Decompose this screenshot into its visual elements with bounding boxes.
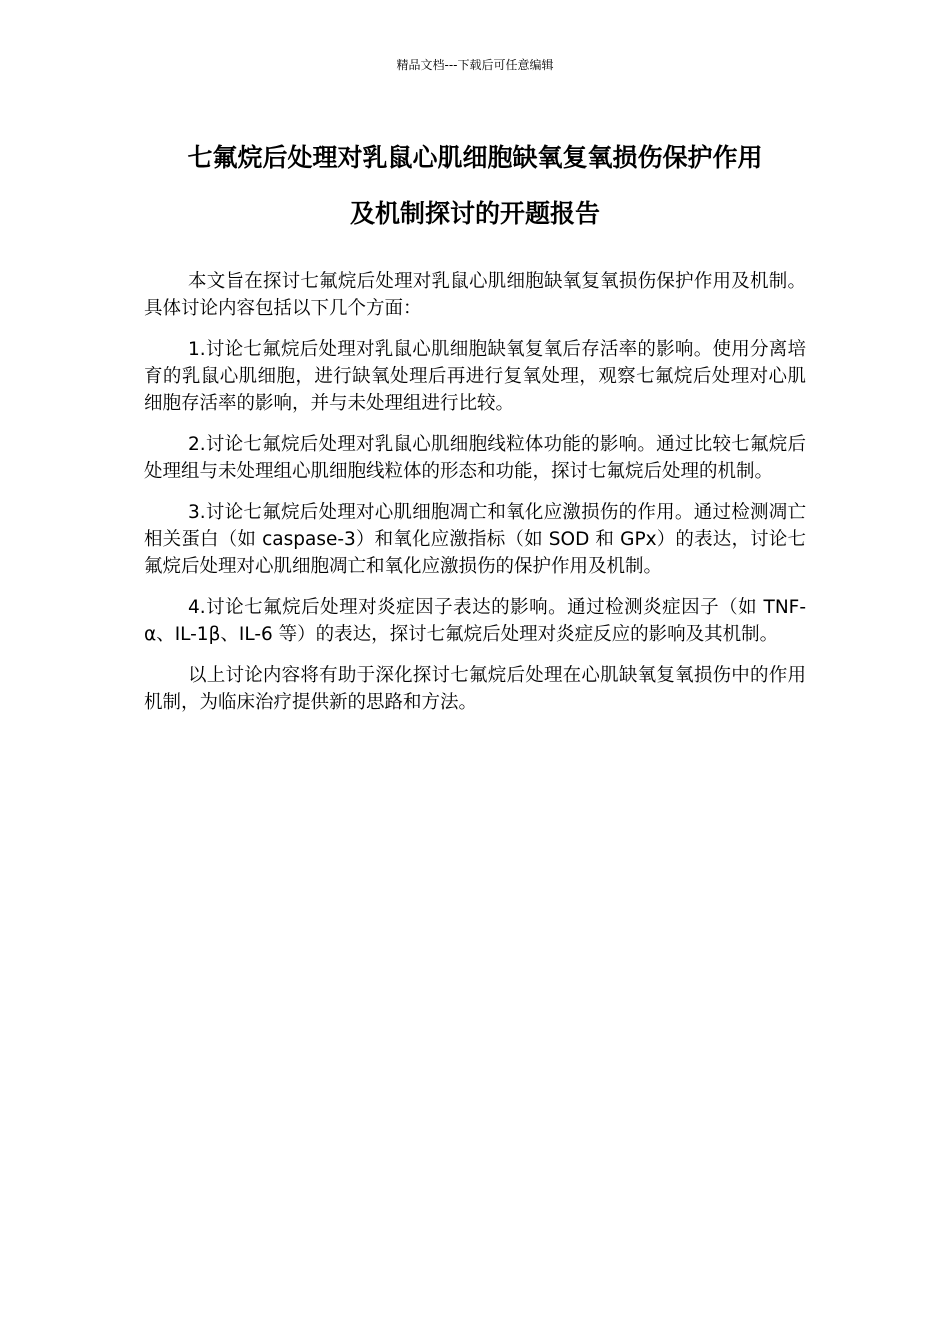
page-header: 精品文档---下载后可任意编辑	[396, 58, 554, 72]
document-title	[142, 130, 808, 242]
item-1-paragraph: 1.讨论七氟烷后处理对乳鼠心肌细胞缺氧复氧后存活率的影响。使用分离培育的乳鼠心肌细胞，进行缺氧处理后再进行复氧处理，观察七氟烷后处理对心肌细胞存活率的影响，并与未处理组进行比较。	[144, 339, 806, 414]
title-line-2: 及机制探讨的开题报告	[349, 199, 600, 228]
item-4-paragraph: 4.讨论七氟烷后处理对炎症因子表达的影响。通过检测炎症因子（如 TNF-α、IL-1β、IL-6 等）的表达，探讨七氟烷后处理对炎症反应的影响及其机制。	[144, 597, 806, 645]
title-line-1: 七氟烷后处理对乳鼠心肌细胞缺氧复氧损伤保护作用	[187, 143, 763, 172]
conclusion-paragraph: 以上讨论内容将有助于深化探讨七氟烷后处理在心肌缺氧复氧损伤中的作用机制，为临床治疗提供新的思路和方法。	[144, 665, 806, 713]
item-3-paragraph: 3.讨论七氟烷后处理对心肌细胞凋亡和氧化应激损伤的作用。通过检测凋亡相关蛋白（如 caspase-3）和氧化应激指标（如 SOD 和 GPx）的表达，讨论七氟烷后处理对心肌细胞凋亡和氧化应激损伤的保护作用及机制。	[144, 502, 806, 577]
intro-paragraph: 本文旨在探讨七氟烷后处理对乳鼠心肌细胞缺氧复氧损伤保护作用及机制。具体讨论内容包括以下几个方面：	[144, 271, 806, 319]
document-body	[144, 268, 806, 730]
item-2-paragraph: 2.讨论七氟烷后处理对乳鼠心肌细胞线粒体功能的影响。通过比较七氟烷后处理组与未处理组心肌细胞线粒体的形态和功能，探讨七氟烷后处理的机制。	[144, 434, 806, 482]
